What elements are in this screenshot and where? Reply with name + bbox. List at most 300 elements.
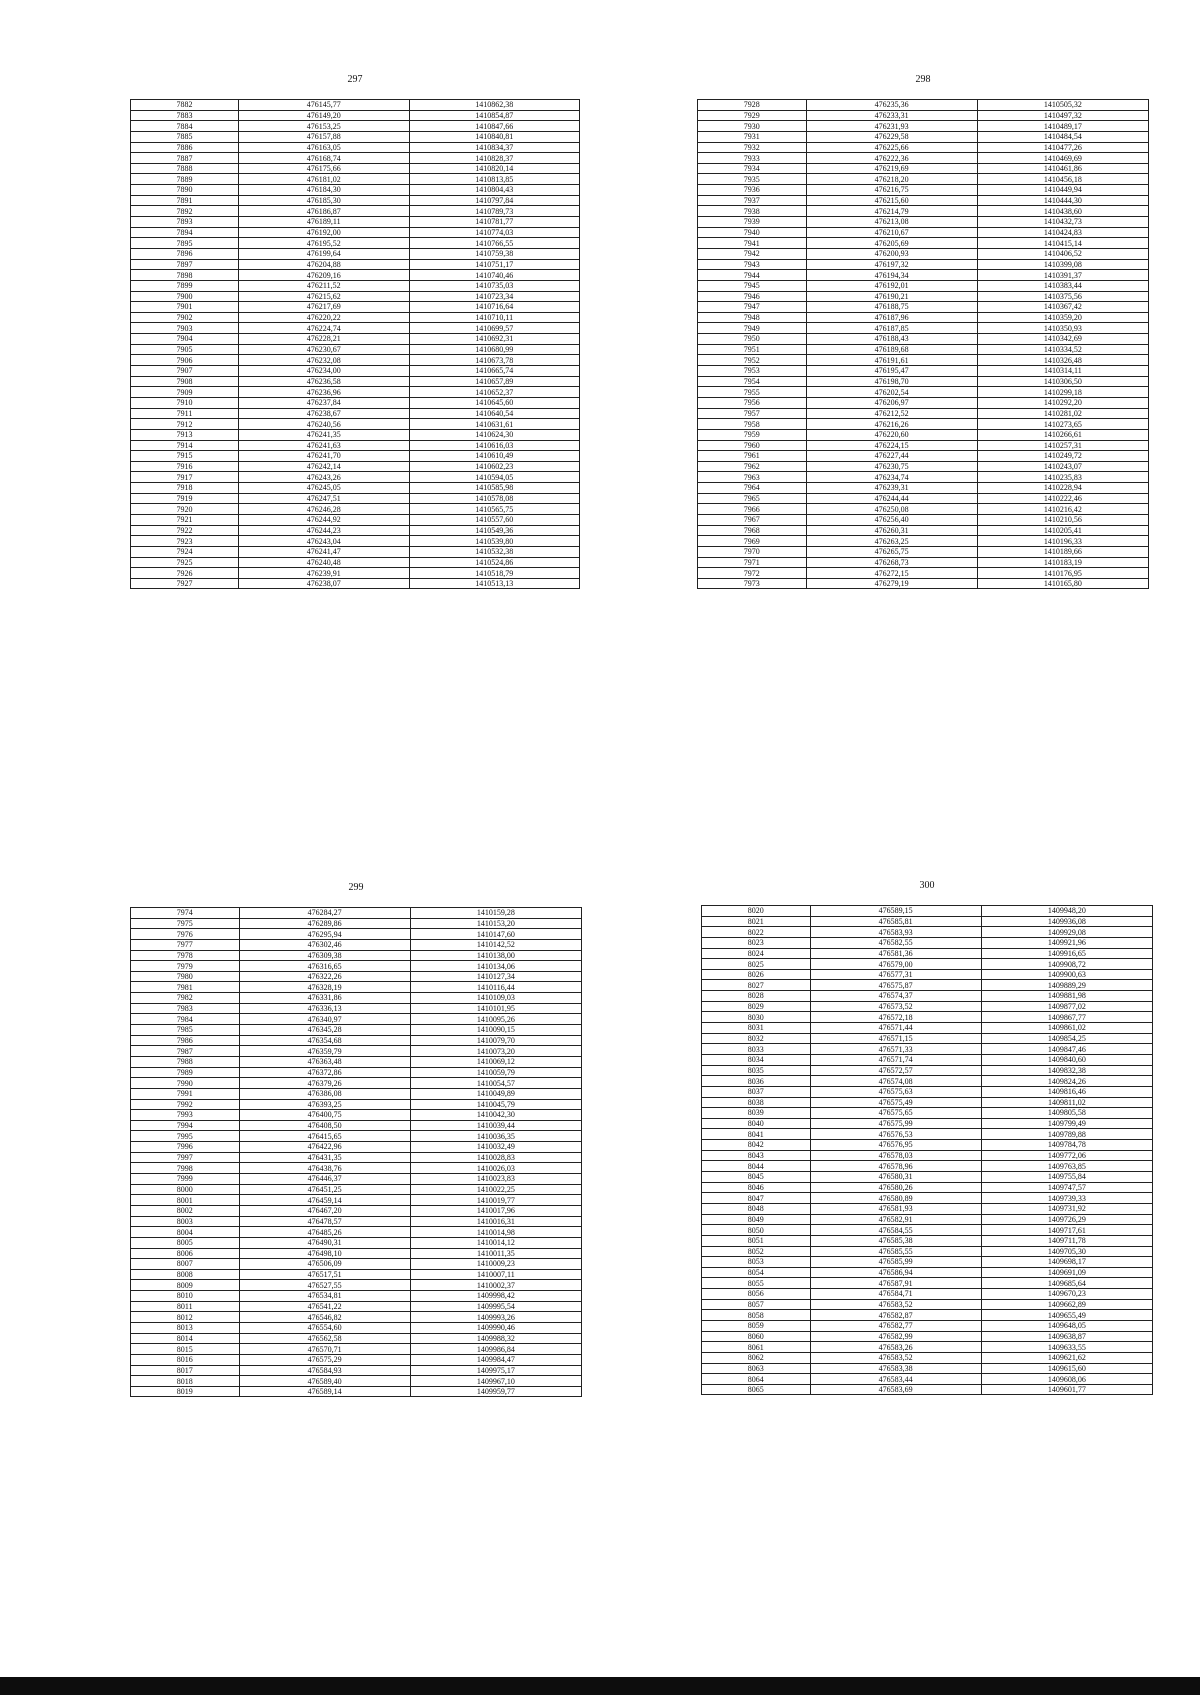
- point-number-cell: 7978: [131, 950, 240, 961]
- table-row: [131, 1259, 582, 1270]
- table-row: [702, 1342, 1153, 1353]
- table-row: [698, 557, 1149, 568]
- y-coordinate-cell: 1410461,86: [977, 163, 1148, 174]
- point-number-cell: 8033: [702, 1044, 811, 1055]
- y-coordinate-cell: 1410449,94: [977, 185, 1148, 196]
- table-row: [698, 387, 1149, 398]
- point-number-cell: 7987: [131, 1046, 240, 1057]
- table-row: [131, 1291, 582, 1302]
- y-coordinate-cell: 1410196,33: [977, 536, 1148, 547]
- point-number-cell: 8006: [131, 1248, 240, 1259]
- table-row: [702, 991, 1153, 1002]
- point-number-cell: 8012: [131, 1312, 240, 1323]
- y-coordinate-cell: 1410002,37: [410, 1280, 581, 1291]
- point-number-cell: 8024: [702, 948, 811, 959]
- y-coordinate-cell: 1409967,10: [410, 1376, 581, 1387]
- x-coordinate-cell: 476570,71: [239, 1344, 410, 1355]
- point-number-cell: 8037: [702, 1086, 811, 1097]
- x-coordinate-cell: 476260,31: [806, 525, 977, 536]
- point-number-cell: 7983: [131, 1003, 240, 1014]
- x-coordinate-cell: 476184,30: [239, 185, 409, 196]
- x-coordinate-cell: 476575,49: [810, 1097, 981, 1108]
- x-coordinate-cell: 476237,84: [239, 397, 409, 408]
- x-coordinate-cell: 476239,31: [806, 483, 977, 494]
- table-row: [131, 461, 580, 472]
- y-coordinate-cell: 1410640,54: [409, 408, 580, 419]
- x-coordinate-cell: 476534,81: [239, 1291, 410, 1302]
- table-row: [698, 270, 1149, 281]
- table-row: [698, 578, 1149, 589]
- x-coordinate-cell: 476218,20: [806, 174, 977, 185]
- table-row: [702, 1012, 1153, 1023]
- x-coordinate-cell: 476233,31: [806, 110, 977, 121]
- x-coordinate-cell: 476527,55: [239, 1280, 410, 1291]
- x-coordinate-cell: 476236,58: [239, 376, 409, 387]
- x-coordinate-cell: 476238,07: [239, 578, 409, 589]
- x-coordinate-cell: 476284,27: [239, 908, 410, 919]
- table-row: [131, 929, 582, 940]
- table-row: [131, 1248, 582, 1259]
- table-row: [131, 1110, 582, 1121]
- x-coordinate-cell: 476244,23: [239, 525, 409, 536]
- y-coordinate-cell: 1409621,62: [981, 1352, 1152, 1363]
- table-row: [131, 153, 580, 164]
- x-coordinate-cell: 476575,29: [239, 1354, 410, 1365]
- point-number-cell: 7968: [698, 525, 807, 536]
- y-coordinate-cell: 1409648,05: [981, 1320, 1152, 1331]
- y-coordinate-cell: 1410813,85: [409, 174, 580, 185]
- point-number-cell: 8035: [702, 1065, 811, 1076]
- table-row: [131, 908, 582, 919]
- point-number-cell: 8017: [131, 1365, 240, 1376]
- x-coordinate-cell: 476485,26: [239, 1227, 410, 1238]
- y-coordinate-cell: 1409638,87: [981, 1331, 1152, 1342]
- y-coordinate-cell: 1409986,84: [410, 1344, 581, 1355]
- table-row: [698, 568, 1149, 579]
- x-coordinate-cell: 476585,99: [810, 1257, 981, 1268]
- x-coordinate-cell: 476583,38: [810, 1363, 981, 1374]
- y-coordinate-cell: 1410774,03: [409, 227, 580, 238]
- table-row: [702, 1023, 1153, 1034]
- y-coordinate-cell: 1410854,87: [409, 110, 580, 121]
- y-coordinate-cell: 1410069,12: [410, 1056, 581, 1067]
- table-row: [698, 376, 1149, 387]
- y-coordinate-cell: 1410026,03: [410, 1163, 581, 1174]
- table-row: [698, 493, 1149, 504]
- table-row: [131, 121, 580, 132]
- table-row: [131, 248, 580, 259]
- point-number-cell: 8019: [131, 1386, 240, 1397]
- y-coordinate-cell: 1409711,78: [981, 1235, 1152, 1246]
- table-row: [131, 100, 580, 111]
- x-coordinate-cell: 476345,28: [239, 1025, 410, 1036]
- table-row: [131, 142, 580, 153]
- x-coordinate-cell: 476216,26: [806, 419, 977, 430]
- table-row: [702, 980, 1153, 991]
- x-coordinate-cell: 476578,96: [810, 1161, 981, 1172]
- x-coordinate-cell: 476583,26: [810, 1342, 981, 1353]
- y-coordinate-cell: 1410797,84: [409, 195, 580, 206]
- y-coordinate-cell: 1409739,33: [981, 1193, 1152, 1204]
- y-coordinate-cell: 1410469,69: [977, 153, 1148, 164]
- table-row: [131, 493, 580, 504]
- y-coordinate-cell: 1410147,60: [410, 929, 581, 940]
- point-number-cell: 7970: [698, 546, 807, 557]
- table-row: [131, 504, 580, 515]
- point-number-cell: 8042: [702, 1140, 811, 1151]
- x-coordinate-cell: 476188,43: [806, 334, 977, 345]
- y-coordinate-cell: 1410079,70: [410, 1035, 581, 1046]
- point-number-cell: 8027: [702, 980, 811, 991]
- point-number-cell: 7980: [131, 971, 240, 982]
- table-row: [702, 1310, 1153, 1321]
- point-number-cell: 7999: [131, 1174, 240, 1185]
- x-coordinate-cell: 476244,92: [239, 514, 409, 525]
- x-coordinate-cell: 476582,77: [810, 1320, 981, 1331]
- point-number-cell: 8018: [131, 1376, 240, 1387]
- table-row: [131, 1237, 582, 1248]
- point-number-cell: 7882: [131, 100, 239, 111]
- table-row: [698, 153, 1149, 164]
- table-row: [131, 1152, 582, 1163]
- x-coordinate-cell: 476573,52: [810, 1001, 981, 1012]
- table-row: [702, 1172, 1153, 1183]
- x-coordinate-cell: 476386,08: [239, 1088, 410, 1099]
- y-coordinate-cell: 1410391,37: [977, 270, 1148, 281]
- point-number-cell: 7905: [131, 344, 239, 355]
- point-number-cell: 7944: [698, 270, 807, 281]
- table-row: [131, 971, 582, 982]
- point-number-cell: 7954: [698, 376, 807, 387]
- y-coordinate-cell: 1409789,88: [981, 1129, 1152, 1140]
- point-number-cell: 7907: [131, 366, 239, 377]
- y-coordinate-cell: 1409900,63: [981, 969, 1152, 980]
- y-coordinate-cell: 1410045,79: [410, 1099, 581, 1110]
- table-row: [131, 1163, 582, 1174]
- point-number-cell: 7986: [131, 1035, 240, 1046]
- y-coordinate-cell: 1410138,00: [410, 950, 581, 961]
- x-coordinate-cell: 476576,53: [810, 1129, 981, 1140]
- y-coordinate-cell: 1410699,57: [409, 323, 580, 334]
- table-row: [702, 1352, 1153, 1363]
- table-row: [702, 1257, 1153, 1268]
- x-coordinate-cell: 476198,70: [806, 376, 977, 387]
- x-coordinate-cell: 476231,93: [806, 121, 977, 132]
- y-coordinate-cell: 1410804,43: [409, 185, 580, 196]
- x-coordinate-cell: 476200,93: [806, 248, 977, 259]
- point-number-cell: 8026: [702, 969, 811, 980]
- x-coordinate-cell: 476546,82: [239, 1312, 410, 1323]
- x-coordinate-cell: 476478,57: [239, 1216, 410, 1227]
- x-coordinate-cell: 476247,51: [239, 493, 409, 504]
- x-coordinate-cell: 476582,91: [810, 1214, 981, 1225]
- table-row: [702, 1289, 1153, 1300]
- table-row: [702, 969, 1153, 980]
- y-coordinate-cell: 1410631,61: [409, 419, 580, 430]
- table-row: [131, 1025, 582, 1036]
- point-number-cell: 8029: [702, 1001, 811, 1012]
- y-coordinate-cell: 1409805,58: [981, 1108, 1152, 1119]
- table-row: [702, 1299, 1153, 1310]
- point-number-cell: 7909: [131, 387, 239, 398]
- x-coordinate-cell: 476234,74: [806, 472, 977, 483]
- y-coordinate-cell: 1409998,42: [410, 1291, 581, 1302]
- y-coordinate-cell: 1410176,95: [977, 568, 1148, 579]
- table-row: [702, 1278, 1153, 1289]
- y-coordinate-cell: 1410616,03: [409, 440, 580, 451]
- y-coordinate-cell: 1410513,13: [409, 578, 580, 589]
- y-coordinate-cell: 1410645,60: [409, 397, 580, 408]
- point-number-cell: 7891: [131, 195, 239, 206]
- x-coordinate-cell: 476498,10: [239, 1248, 410, 1259]
- point-number-cell: 7967: [698, 514, 807, 525]
- table-row: [702, 1320, 1153, 1331]
- x-coordinate-cell: 476209,16: [239, 270, 409, 281]
- x-coordinate-cell: 476189,11: [239, 217, 409, 228]
- x-coordinate-cell: 476265,75: [806, 546, 977, 557]
- x-coordinate-cell: 476235,36: [806, 100, 977, 111]
- table-row: [131, 440, 580, 451]
- point-number-cell: 7917: [131, 472, 239, 483]
- point-number-cell: 7988: [131, 1056, 240, 1067]
- y-coordinate-cell: 1410019,77: [410, 1195, 581, 1206]
- table-row: [702, 1161, 1153, 1172]
- point-number-cell: 8055: [702, 1278, 811, 1289]
- x-coordinate-cell: 476580,26: [810, 1182, 981, 1193]
- y-coordinate-cell: 1410484,54: [977, 131, 1148, 142]
- table-row: [698, 259, 1149, 270]
- y-coordinate-cell: 1410153,20: [410, 918, 581, 929]
- x-coordinate-cell: 476194,34: [806, 270, 977, 281]
- table-row: [131, 195, 580, 206]
- table-row: [131, 1088, 582, 1099]
- x-coordinate-cell: 476506,09: [239, 1259, 410, 1270]
- point-number-cell: 7930: [698, 121, 807, 132]
- table-row: [698, 280, 1149, 291]
- table-row: [131, 1184, 582, 1195]
- x-coordinate-cell: 476250,08: [806, 504, 977, 515]
- y-coordinate-cell: 1410281,02: [977, 408, 1148, 419]
- table-row: [131, 514, 580, 525]
- table-row: [698, 429, 1149, 440]
- table-row: [698, 355, 1149, 366]
- page-number: 298: [915, 74, 931, 85]
- x-coordinate-cell: 476230,75: [806, 461, 977, 472]
- point-number-cell: 7963: [698, 472, 807, 483]
- x-coordinate-cell: 476279,19: [806, 578, 977, 589]
- x-coordinate-cell: 476587,91: [810, 1278, 981, 1289]
- point-number-cell: 7948: [698, 312, 807, 323]
- point-number-cell: 8031: [702, 1023, 811, 1034]
- table-row: [131, 397, 580, 408]
- table-row: [131, 217, 580, 228]
- point-number-cell: 7945: [698, 280, 807, 291]
- x-coordinate-cell: 476322,26: [239, 971, 410, 982]
- x-coordinate-cell: 476431,35: [239, 1152, 410, 1163]
- y-coordinate-cell: 1410781,77: [409, 217, 580, 228]
- point-number-cell: 7919: [131, 493, 239, 504]
- table-row: [131, 1056, 582, 1067]
- x-coordinate-cell: 476220,60: [806, 429, 977, 440]
- table-row: [698, 472, 1149, 483]
- table-row: [698, 291, 1149, 302]
- x-coordinate-cell: 476241,35: [239, 429, 409, 440]
- y-coordinate-cell: 1410243,07: [977, 461, 1148, 472]
- x-coordinate-cell: 476187,96: [806, 312, 977, 323]
- table-row: [698, 546, 1149, 557]
- x-coordinate-cell: 476210,67: [806, 227, 977, 238]
- x-coordinate-cell: 476571,44: [810, 1023, 981, 1034]
- x-coordinate-cell: 476309,38: [239, 950, 410, 961]
- y-coordinate-cell: 1410273,65: [977, 419, 1148, 430]
- y-coordinate-cell: 1409993,26: [410, 1312, 581, 1323]
- point-number-cell: 7899: [131, 280, 239, 291]
- table-row: [131, 1269, 582, 1280]
- x-coordinate-cell: 476577,31: [810, 969, 981, 980]
- y-coordinate-cell: 1410539,80: [409, 536, 580, 547]
- x-coordinate-cell: 476583,69: [810, 1384, 981, 1395]
- table-row: [702, 1374, 1153, 1385]
- point-number-cell: 8058: [702, 1310, 811, 1321]
- point-number-cell: 7962: [698, 461, 807, 472]
- table-row: [698, 536, 1149, 547]
- y-coordinate-cell: 1410183,19: [977, 557, 1148, 568]
- x-coordinate-cell: 476575,99: [810, 1118, 981, 1129]
- point-number-cell: 7990: [131, 1078, 240, 1089]
- point-number-cell: 8049: [702, 1214, 811, 1225]
- point-number-cell: 7936: [698, 185, 807, 196]
- y-coordinate-cell: 1410565,75: [409, 504, 580, 515]
- point-number-cell: 7933: [698, 153, 807, 164]
- table-row: [131, 206, 580, 217]
- point-number-cell: 8052: [702, 1246, 811, 1257]
- y-coordinate-cell: 1410834,37: [409, 142, 580, 153]
- x-coordinate-cell: 476242,14: [239, 461, 409, 472]
- table-row: [131, 1333, 582, 1344]
- table-row: [702, 1384, 1153, 1395]
- table-row: [131, 939, 582, 950]
- point-number-cell: 7910: [131, 397, 239, 408]
- y-coordinate-cell: 1409889,29: [981, 980, 1152, 991]
- point-number-cell: 7952: [698, 355, 807, 366]
- x-coordinate-cell: 476268,73: [806, 557, 977, 568]
- y-coordinate-cell: 1409916,65: [981, 948, 1152, 959]
- point-number-cell: 7928: [698, 100, 807, 111]
- y-coordinate-cell: 1410438,60: [977, 206, 1148, 217]
- table-row: [131, 1301, 582, 1312]
- page-number: 299: [348, 882, 364, 893]
- point-number-cell: 7924: [131, 546, 239, 557]
- x-coordinate-cell: 476238,67: [239, 408, 409, 419]
- table-row: [702, 1033, 1153, 1044]
- table-row: [131, 1354, 582, 1365]
- point-number-cell: 8028: [702, 991, 811, 1002]
- y-coordinate-cell: 1410007,11: [410, 1269, 581, 1280]
- point-number-cell: 7974: [131, 908, 240, 919]
- x-coordinate-cell: 476583,52: [810, 1299, 981, 1310]
- table-row: [702, 1182, 1153, 1193]
- x-coordinate-cell: 476224,15: [806, 440, 977, 451]
- table-row: [702, 1054, 1153, 1065]
- point-number-cell: 7916: [131, 461, 239, 472]
- table-row: [131, 1142, 582, 1153]
- y-coordinate-cell: 1409763,85: [981, 1161, 1152, 1172]
- x-coordinate-cell: 476191,61: [806, 355, 977, 366]
- point-number-cell: 7956: [698, 397, 807, 408]
- table-row: [698, 525, 1149, 536]
- y-coordinate-cell: 1410350,93: [977, 323, 1148, 334]
- table-row: [131, 419, 580, 430]
- point-number-cell: 8060: [702, 1331, 811, 1342]
- point-number-cell: 8056: [702, 1289, 811, 1300]
- table-row: [698, 451, 1149, 462]
- x-coordinate-cell: 476157,88: [239, 131, 409, 142]
- point-number-cell: 7950: [698, 334, 807, 345]
- table-row: [698, 100, 1149, 111]
- table-row: [131, 131, 580, 142]
- x-coordinate-cell: 476581,36: [810, 948, 981, 959]
- table-row: [698, 238, 1149, 249]
- y-coordinate-cell: 1410049,89: [410, 1088, 581, 1099]
- y-coordinate-cell: 1410518,79: [409, 568, 580, 579]
- y-coordinate-cell: 1410759,38: [409, 248, 580, 259]
- x-coordinate-cell: 476328,19: [239, 982, 410, 993]
- table-row: [131, 536, 580, 547]
- x-coordinate-cell: 476190,21: [806, 291, 977, 302]
- y-coordinate-cell: 1410142,52: [410, 939, 581, 950]
- y-coordinate-cell: 1410210,56: [977, 514, 1148, 525]
- x-coordinate-cell: 476379,26: [239, 1078, 410, 1089]
- x-coordinate-cell: 476583,44: [810, 1374, 981, 1385]
- point-number-cell: 7972: [698, 568, 807, 579]
- y-coordinate-cell: 1410116,44: [410, 982, 581, 993]
- y-coordinate-cell: 1410723,34: [409, 291, 580, 302]
- x-coordinate-cell: 476229,58: [806, 131, 977, 142]
- x-coordinate-cell: 476582,55: [810, 937, 981, 948]
- x-coordinate-cell: 476175,66: [239, 163, 409, 174]
- x-coordinate-cell: 476393,25: [239, 1099, 410, 1110]
- table-row: [131, 1365, 582, 1376]
- y-coordinate-cell: 1410477,26: [977, 142, 1148, 153]
- y-coordinate-cell: 1409921,96: [981, 937, 1152, 948]
- y-coordinate-cell: 1410415,14: [977, 238, 1148, 249]
- x-coordinate-cell: 476168,74: [239, 153, 409, 164]
- x-coordinate-cell: 476571,33: [810, 1044, 981, 1055]
- y-coordinate-cell: 1409832,38: [981, 1065, 1152, 1076]
- x-coordinate-cell: 476188,75: [806, 302, 977, 313]
- y-coordinate-cell: 1410585,98: [409, 483, 580, 494]
- x-coordinate-cell: 476228,21: [239, 334, 409, 345]
- table-row: [131, 312, 580, 323]
- x-coordinate-cell: 476490,31: [239, 1237, 410, 1248]
- y-coordinate-cell: 1409959,77: [410, 1386, 581, 1397]
- point-number-cell: 7977: [131, 939, 240, 950]
- y-coordinate-cell: 1409847,46: [981, 1044, 1152, 1055]
- coordinate-table: [697, 99, 1149, 589]
- y-coordinate-cell: 1409811,02: [981, 1097, 1152, 1108]
- x-coordinate-cell: 476272,15: [806, 568, 977, 579]
- x-coordinate-cell: 476572,18: [810, 1012, 981, 1023]
- table-row: [698, 163, 1149, 174]
- point-number-cell: 7949: [698, 323, 807, 334]
- point-number-cell: 7901: [131, 302, 239, 313]
- table-row: [702, 948, 1153, 959]
- x-coordinate-cell: 476580,31: [810, 1172, 981, 1183]
- x-coordinate-cell: 476574,08: [810, 1076, 981, 1087]
- table-row: [131, 1120, 582, 1131]
- table-row: [131, 280, 580, 291]
- table-row: [131, 387, 580, 398]
